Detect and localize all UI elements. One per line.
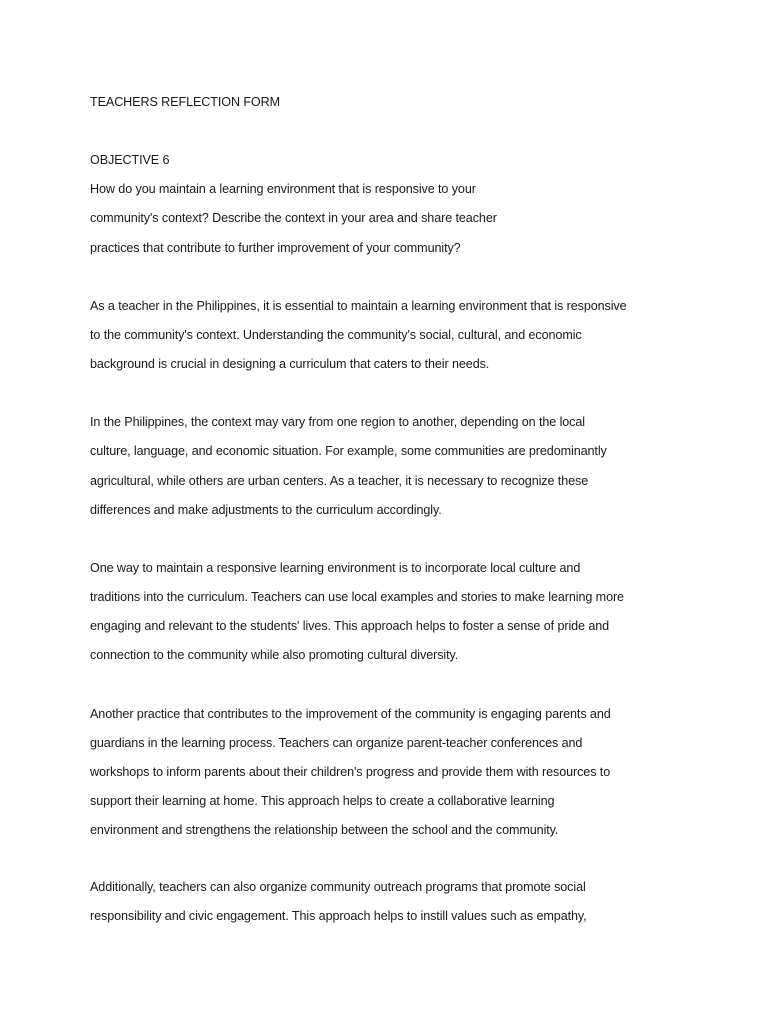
question-line: community's context? Describe the context in your area and share teacher [90, 211, 497, 225]
question-line: practices that contribute to further improvement of your community? [90, 241, 461, 255]
paragraph-line: traditions into the curriculum. Teachers can use local examples and stories to make learning more [90, 590, 624, 604]
paragraph-line: In the Philippines, the context may vary from one region to another, depending on the local [90, 415, 585, 429]
paragraph-line: responsibility and civic engagement. This approach helps to instill values such as empathy, [90, 909, 587, 923]
paragraph-line: support their learning at home. This approach helps to create a collaborative learning [90, 794, 555, 808]
paragraph-line: culture, language, and economic situation. For example, some communities are predominantly [90, 444, 607, 458]
paragraph-line: Additionally, teachers can also organize community outreach programs that promote social [90, 880, 586, 894]
paragraph-line: engaging and relevant to the students' lives. This approach helps to foster a sense of pride and [90, 619, 610, 633]
paragraph-line: One way to maintain a responsive learning environment is to incorporate local culture and [90, 561, 581, 575]
question-line: How do you maintain a learning environment that is responsive to your [90, 182, 476, 196]
paragraph-line: differences and make adjustments to the curriculum accordingly. [90, 503, 442, 517]
paragraph-line: background is crucial in designing a curriculum that caters to their needs. [90, 357, 490, 371]
paragraph-line: As a teacher in the Philippines, it is essential to maintain a learning environment that is responsive [90, 299, 627, 313]
paragraph-line: to the community's context. Understanding the community's social, cultural, and economic [90, 328, 582, 342]
paragraph-line: environment and strengthens the relationship between the school and the community. [90, 823, 559, 837]
paragraph-line: workshops to inform parents about their children's progress and provide them with resources to [90, 765, 611, 779]
paragraph-line: connection to the community while also promoting cultural diversity. [90, 648, 459, 662]
document-title: TEACHERS REFLECTION FORM [90, 95, 281, 109]
objective-label: OBJECTIVE 6 [90, 153, 170, 167]
paragraph-line: Another practice that contributes to the improvement of the community is engaging parents and [90, 707, 611, 721]
paragraph-line: agricultural, while others are urban centers. As a teacher, it is necessary to recognize these [90, 474, 589, 488]
paragraph-line: guardians in the learning process. Teachers can organize parent-teacher conferences and [90, 736, 583, 750]
